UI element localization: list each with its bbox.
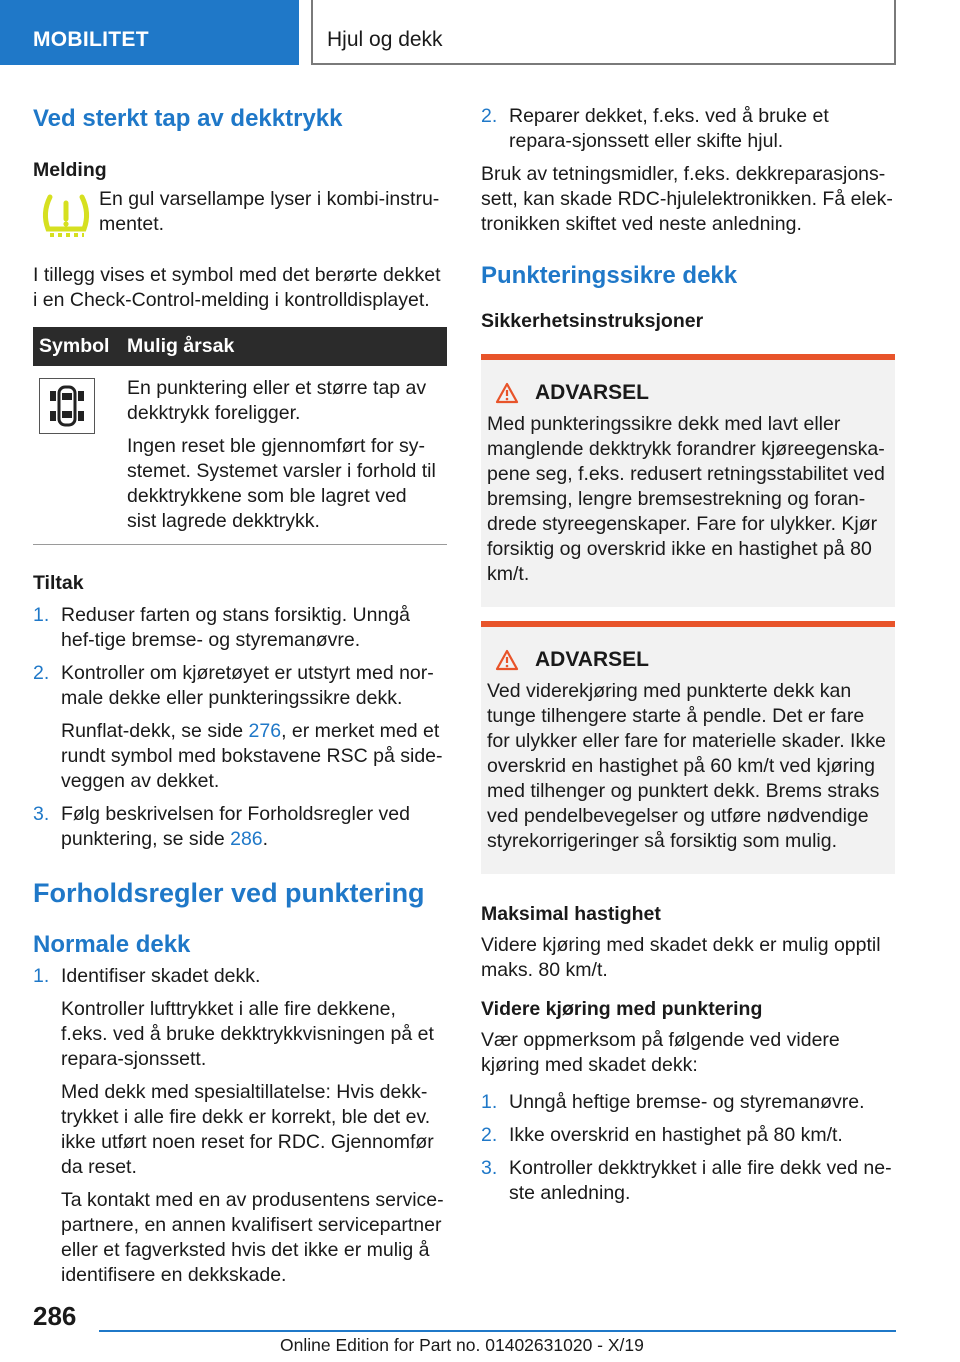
list-item: 2. Ikke overskrid en hastighet på 80 km/t. xyxy=(481,1124,843,1146)
warning-text: Med punkteringssikre dekk med lavt eller manglende dekktrykk forandrer kjøreegenska-pene seg, f.eks. redusert retningsstabilitet ved bremsing, lengre bremsestrekning og foran-drede styreegenskaper. Fare for ulykker. Kjør forsiktig og overskrid ikke en hastighet på 80 km/t. xyxy=(487,413,885,585)
sealant-note: Bruk av tetningsmidler, f.eks. dekkreparasjons-sett, kan skade RDC-hjulelektronikken. Få elek-tronikken skiftet ved neste anledning. xyxy=(481,163,893,235)
cause-1: En punktering eller et større tap av dekktrykk foreligger. xyxy=(127,377,427,424)
tiltak-label: Tiltak xyxy=(33,572,84,594)
warning-triangle-icon xyxy=(495,382,519,404)
list-item: 1. Reduser farten og stans forsiktig. Unngå hef-tige bremse- og styremanøvre. xyxy=(33,604,411,651)
table-cell-symbol xyxy=(33,366,121,545)
left-column xyxy=(33,100,447,1288)
table-header-symbol: Symbol xyxy=(33,327,121,366)
list-item: 1. Unngå heftige bremse- og styremanøvre. xyxy=(481,1091,865,1113)
list-item: 3. Kontroller dekktrykket i alle fire dekk ved ne-ste anledning. xyxy=(481,1157,892,1204)
heading-punkteringssikre: Punkteringssikre dekk xyxy=(481,262,738,289)
warning-title: ADVARSEL xyxy=(487,647,887,673)
videre-list xyxy=(481,1090,895,1206)
maks-text: Videre kjøring med skadet dekk er mulig opptil maks. 80 km/t. xyxy=(481,934,881,981)
table-cell-cause xyxy=(121,366,447,545)
car-tires-icon xyxy=(39,378,95,434)
cause-2: Ingen reset ble gjennomført for sy-stemet. Systemet varsler i forhold til dekktrykkene som ble lagret ved sist lagrede dekktrykk. xyxy=(127,435,436,532)
footer-divider xyxy=(99,1330,896,1332)
runflat-note: Runflat-dekk, se side 276, er merket med et rundt symbol med bokstavene RSC på side-veggen av dekket. xyxy=(61,720,443,792)
warning-triangle-icon xyxy=(495,649,519,671)
videre-label: Videre kjøring med punktering xyxy=(481,998,763,1020)
edition-text: Online Edition for Part no. 01402631020 - X/19 xyxy=(280,1335,644,1355)
videre-text: Vær oppmerksom på følgende ved videre kjøring med skadet dekk: xyxy=(481,1029,840,1076)
sikkerhet-label: Sikkerhetsinstruksjoner xyxy=(481,310,704,332)
page-link-286[interactable]: 286 xyxy=(230,828,263,850)
melding-row xyxy=(33,187,447,247)
table-header-cause: Mulig årsak xyxy=(121,327,447,366)
list-item: 3. Følg beskrivelsen for Forholdsregler ved punktering, se side 286. xyxy=(33,803,410,850)
chapter-title: Hjul og dekk xyxy=(311,0,896,65)
page-number: 286 xyxy=(33,1301,77,1331)
warning-box-2 xyxy=(481,621,895,874)
symbol-table xyxy=(33,327,447,545)
list-item: 2. Kontroller om kjøretøyet er utstyrt med nor-male dekke eller punkteringssikre dekk. Runflat-dekk, se side 276, er merket med et rundt symbol med bokstavene RSC på side-veggen av dekket. xyxy=(33,661,447,794)
section-tab[interactable]: MOBILITET xyxy=(0,0,299,65)
warning-title: ADVARSEL xyxy=(487,380,887,406)
maks-label: Maksimal hastighet xyxy=(481,903,661,925)
heading-forholdsregler: Forholdsregler ved punktering xyxy=(33,878,425,908)
tiltak-list xyxy=(33,603,447,852)
heading-normale-dekk: Normale dekk xyxy=(33,931,191,958)
page-link-276[interactable]: 276 xyxy=(248,720,282,742)
normale-list-continued xyxy=(481,104,895,154)
melding-label: Melding xyxy=(33,159,107,181)
intro-text: I tillegg vises et symbol med det berørte dekket i en Check-Control-melding i kontrolldisplayet. xyxy=(33,264,441,311)
warning-box-1 xyxy=(481,354,895,607)
list-item: 1. Identifiser skadet dekk. Kontroller lufttrykket i alle fire dekkene, f.eks. ved å bruke dekktrykkvisningen på et repara-sjonssett. Med dekk med spesialtillatelse: Hvis dekk-trykket i alle fire dekk er korrekt, ble det ev. ikke utført noen reset for RDC. Gjennomfør da reset. Ta kontakt med en av produsentens service-partnere, en annen kvalifisert servicepartner eller et fagverksted hvis det ikke er mulig å identifisere en dekkskade. xyxy=(33,965,444,1286)
normale-list xyxy=(33,964,447,1288)
melding-text: En gul varsellampe lyser i kombi-instru-mentet. xyxy=(99,188,440,235)
heading-loss-of-pressure: Ved sterkt tap av dekktrykk xyxy=(33,105,343,132)
table-row xyxy=(33,366,447,545)
warning-text: Ved viderekjøring med punkterte dekk kan tunge tilhengere starte å pendle. Det er fare for ulykker eller fare for materielle skader. Ikke overskrid en hastighet på 60 km/t ved kjøring med tilhenger og punktert dekk. Brems straks ved pendelbevegelser og utføre nødvendige styrekorrigeringer så forsiktig som mulig. xyxy=(487,680,886,852)
list-item: 2. Reparer dekket, f.eks. ved å bruke et repara-sjonssett eller skifte hjul. xyxy=(481,105,829,152)
tire-pressure-warning-icon xyxy=(33,187,99,247)
right-column xyxy=(481,104,895,1206)
